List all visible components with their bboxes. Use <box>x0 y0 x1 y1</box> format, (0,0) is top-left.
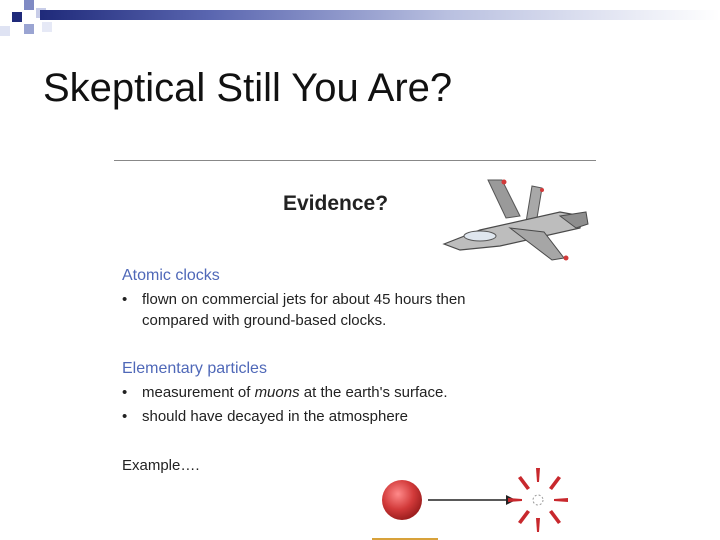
bullet-item <box>122 384 448 401</box>
corner-decoration <box>0 0 60 50</box>
bullet-text-prefix: measurement of <box>142 384 255 401</box>
bullet-item <box>122 291 466 308</box>
bullet-glyph: • <box>122 384 128 401</box>
title-bar-decoration <box>40 10 720 20</box>
bullet-item <box>122 408 408 425</box>
bullet-text-emphasis: muons <box>254 384 300 401</box>
fighter-jet-icon <box>440 172 590 270</box>
bullet-line: should have decayed in the atmosphere <box>142 408 409 425</box>
decay-burst-icon <box>508 468 568 532</box>
bullet-glyph: • <box>122 408 128 425</box>
embedded-title: Evidence? <box>283 192 389 215</box>
bullet-text-suffix: at the earth's surface. <box>299 384 448 401</box>
slide-title: Skeptical Still You Are? <box>43 66 453 110</box>
bullet-line-continued: compared with ground-based clocks. <box>142 312 387 329</box>
embedded-slide-image <box>114 160 596 540</box>
bullet-glyph: • <box>122 291 128 308</box>
example-label: Example…. <box>122 457 200 474</box>
decay-center-icon <box>533 495 543 505</box>
section-heading-atomic-clocks: Atomic clocks <box>122 267 220 284</box>
bullet-line: flown on commercial jets for about 45 hours then <box>142 291 466 308</box>
muon-decay-diagram <box>376 460 576 540</box>
section-heading-elementary-particles: Elementary particles <box>122 360 267 377</box>
particle-ball-icon <box>382 480 422 520</box>
divider-line <box>114 160 596 161</box>
